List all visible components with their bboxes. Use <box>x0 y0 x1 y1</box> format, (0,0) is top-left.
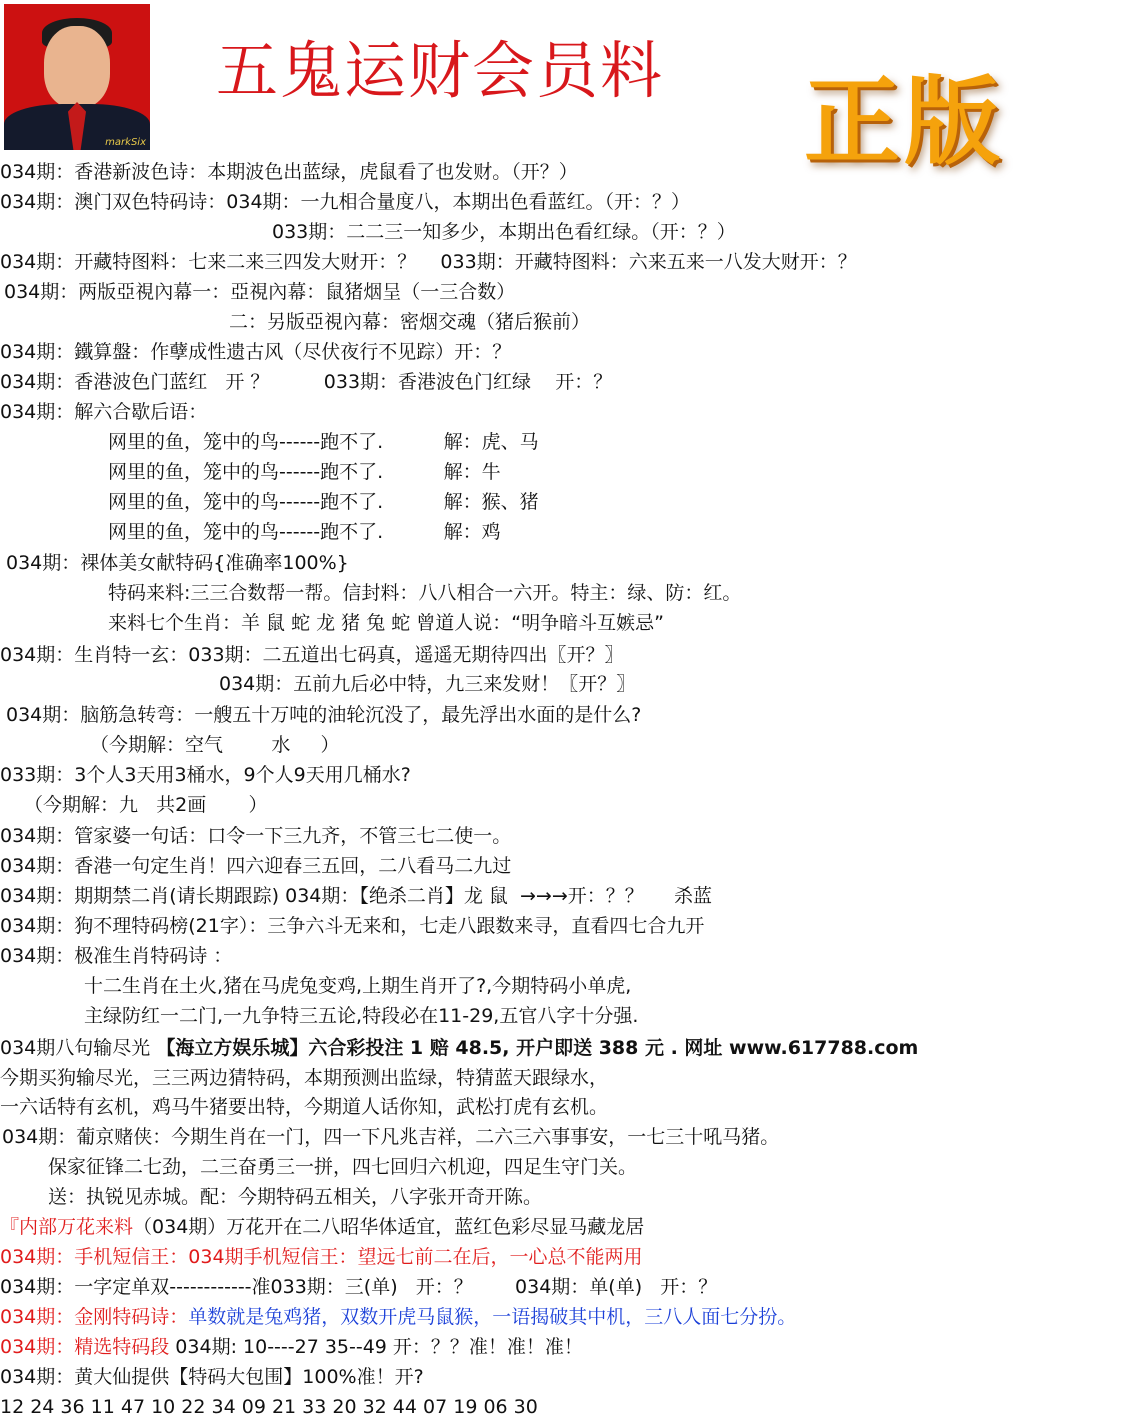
section-label: 034期：精选特码段 <box>0 1336 170 1358</box>
text-line-16: 来料七个生肖：羊 鼠 蛇 龙 猪 兔 蛇 曾道人说：“明争暗斗互嫉忌” <box>108 612 664 634</box>
page-title: 五鬼运财会员料 <box>216 34 665 107</box>
line-text: 单数就是兔鸡猪，双数开虎马鼠猴，一语揭破其中机，三八人面七分扮。 <box>188 1306 797 1328</box>
text-line-31: 今期买狗输尽光，三三两边猜特码，本期预测出监绿，特猜蓝天跟绿水， <box>0 1067 609 1089</box>
text-line-11: 网里的鱼，笼中的鸟------跑不了. 解：牛 <box>108 461 501 483</box>
text-line-22: （今期解：九 共2画 ） <box>24 794 268 816</box>
authentic-stamp: 正版 <box>804 66 1004 178</box>
text-line-19: 034期：脑筋急转弯：一艘五十万吨的油轮沉没了，最先浮出水面的是什么? <box>6 704 642 726</box>
text-line-23: 034期：管家婆一句话：口令一下三九齐，不管三七二使一。 <box>0 825 512 847</box>
text-line-28: 十二生肖在土火,猪在马虎兔变鸡,上期生肖开了?,今期特码小单虎, <box>84 975 632 997</box>
text-line-27: 034期：极准生肖特码诗 ： <box>0 945 233 967</box>
text-line-33: 034期：葡京赌侠：今期生肖在一门，四一下凡兆吉祥，二六三六事事安，一七三十吼马猪。 <box>2 1126 780 1148</box>
text-line-26: 034期：狗不理特码榜(21字）：三争六斗无来和，七走八跟数来寻，直看四七合九开 <box>0 915 705 937</box>
text-line-25: 034期：期期禁二肖(请长期跟踪) 034期：【绝杀二肖】龙 鼠 →→→开：？？ 杀蓝 <box>0 885 712 907</box>
text-line-30 <box>0 1035 918 1061</box>
section-label: 『内部万花来料 <box>0 1216 134 1238</box>
text-line-37: 034期：手机短信王：034期手机短信王：望远七前二在后，一心总不能两用 <box>0 1246 643 1268</box>
text-line-14: 034期：裸体美女献特码{准确率100%} <box>6 552 349 574</box>
text-line-18: 034期：五前九后必中特，九三来发财！〖开？〗 <box>219 673 636 695</box>
text-line-17: 034期：生肖特一玄：033期：二五道出七码真，遥遥无期待四出〖开？〗 <box>0 644 624 666</box>
text-line-21: 033期：3个人3天用3桶水，9个人9天用几桶水? <box>0 764 411 786</box>
text-line-1: 034期：香港新波色诗：本期波色出蓝绿，虎鼠看了也发财。（开？） <box>0 161 578 183</box>
section-label: 034期八句输尽光 <box>0 1037 157 1059</box>
text-line-13: 网里的鱼，笼中的鸟------跑不了. 解：鸡 <box>108 521 501 543</box>
text-line-8: 034期：香港波色门蓝红 开 ？ 033期：香港波色门红绿 开：？ <box>0 371 613 393</box>
text-line-34: 保家征锋二七劲，二三奋勇三一拼，四七回归六机迎，四足生守门关。 <box>48 1156 638 1178</box>
text-line-15: 特码来料:三三合数帮一帮。信封料：八八相合一六开。特主：绿、防：红。 <box>108 582 742 604</box>
text-line-40 <box>0 1334 583 1360</box>
line-text: （034期）万花开在二八昭华体适宜，蓝红色彩尽显马藏龙居 <box>133 1216 645 1238</box>
section-label: 034期：金刚特码诗： <box>0 1306 189 1328</box>
text-line-24: 034期：香港一句定生肖！四六迎春三五回，二八看马二九过 <box>0 855 512 877</box>
text-line-36 <box>0 1214 644 1240</box>
text-line-5: 034期：两版亞視內幕一：亞視內幕：鼠猪烟呈（一三合数） <box>4 281 516 303</box>
text-line-38: 034期：一字定单双------------准033期：三(单) 开：？ 034期：单(单) 开：？ <box>0 1276 718 1298</box>
advert-text: 【海立方娱乐城】六合彩投注 1 赔 48.5, 开户即送 388 元 . 网址 www.617788.com <box>156 1037 919 1059</box>
portrait-face <box>44 26 110 108</box>
text-line-10: 网里的鱼，笼中的鸟------跑不了. 解：虎、马 <box>108 431 539 453</box>
text-line-12: 网里的鱼，笼中的鸟------跑不了. 解：猴、猪 <box>108 491 539 513</box>
text-line-20: （今期解：空气 水 ） <box>90 734 340 756</box>
text-line-41: 034期：黄大仙提供【特码大包围】100%准！开? <box>0 1366 424 1388</box>
line-text: 034期: 10----27 35--49 开：？？准！准！准！ <box>169 1336 583 1358</box>
text-line-2: 034期：澳门双色特码诗：034期：一九相合量度八，本期出色看蓝红。（开：？） <box>0 191 691 213</box>
photo-watermark: markSix <box>105 137 146 148</box>
text-line-42: 12 24 36 11 47 10 22 34 09 21 33 20 32 44 07 19 06 30 <box>0 1396 538 1418</box>
text-line-29: 主绿防红一二门,一九争特三五论,特段必在11-29,五官八字十分强. <box>84 1005 639 1027</box>
text-line-39 <box>0 1304 796 1330</box>
text-line-4: 034期：开藏特图料：七来二来三四发大财开：？ 033期：开藏特图料：六来五来一八发大财开：？ <box>0 251 857 273</box>
text-line-7: 034期：鐵算盤：作孽成性遗古风（尽伏夜行不见踪）开：？ <box>0 341 512 363</box>
portrait-photo <box>4 4 150 150</box>
text-line-32: 一六话特有玄机，鸡马牛猪要出特，今期道人话你知，武松打虎有玄机。 <box>0 1096 609 1118</box>
text-line-3: 033期：二二三一知多少，本期出色看红绿。（开：？） <box>272 221 736 243</box>
text-line-6: 二：另版亞視內幕：密烟交魂（猪后猴前） <box>229 311 591 333</box>
text-line-35: 送：执锐见赤城。配：今期特码五相关，八字张开奇开陈。 <box>48 1186 543 1208</box>
text-line-9: 034期：解六合歇后语： <box>0 401 208 423</box>
